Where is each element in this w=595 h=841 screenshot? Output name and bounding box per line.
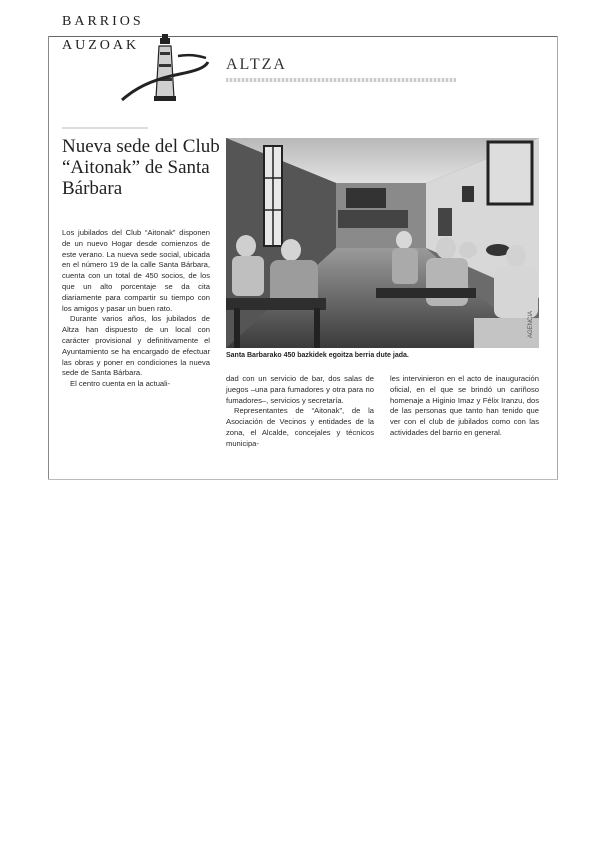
frame-bottom-rule xyxy=(48,479,558,480)
club-interior-photo xyxy=(226,138,539,348)
article-column-1 xyxy=(62,228,210,390)
frame-right-rule xyxy=(557,36,558,480)
paragraph: dad con un servicio de bar, dos salas de juegos –una para fumadores y otra para no fumadores–, servicios y secretaría. xyxy=(226,374,374,405)
paragraph: Durante varios años, los jubilados de Altza han dispuesto de un local con carácter provisional y definitivamente el Ayuntamiento se ha encargado de efectuar las obras y poner en condiciones la nueva sede de Santa Bárbara. xyxy=(62,314,210,378)
paragraph: Representantes de “Aitonak”, de la Asociación de Vecinos y entidades de la zona, el Alcalde, concejales y técnicos municipa- xyxy=(226,406,374,448)
paragraph: Los jubilados del Club “Aitonak” disponen de un nuevo Hogar desde comienzos de este verano. La nueva sede social, ubicada en el número 19 de la calle Santa Bárbara, cuenta con un total de 450 socios, de los que un alto porcentaje se da cita diariamente para compartir su tiempo con los amigos y pasar un buen rato. xyxy=(62,228,210,313)
headline-rule xyxy=(62,127,148,129)
section-subtitle: AUZOAK xyxy=(62,38,140,53)
district-rule xyxy=(226,78,456,82)
svg-text:AGENCIA: AGENCIA xyxy=(528,310,534,338)
photo-caption: Santa Barbarako 450 bazkidek egoitza berria dute jada. xyxy=(226,352,409,359)
paragraph: El centro cuenta en la actuali- xyxy=(70,379,171,389)
frame-left-rule xyxy=(48,36,49,480)
article-column-2 xyxy=(226,374,374,450)
lighthouse-logo-icon xyxy=(120,34,210,106)
paragraph: les intervinieron en el acto de inauguración oficial, en el que se brindó un cariñoso homenaje a Higinio Imaz y Félix Iranzu, dos de las personas que tanto han tenido que ver con el club de jubilados como con las actividades del barrio en general. xyxy=(390,374,539,437)
section-title: BARRIOS xyxy=(62,14,144,29)
district-label: ALTZA xyxy=(226,56,287,73)
article-headline: Nueva sede del Club “Aitonak” de Santa Bárbara xyxy=(62,136,220,199)
article-column-3 xyxy=(390,374,539,439)
